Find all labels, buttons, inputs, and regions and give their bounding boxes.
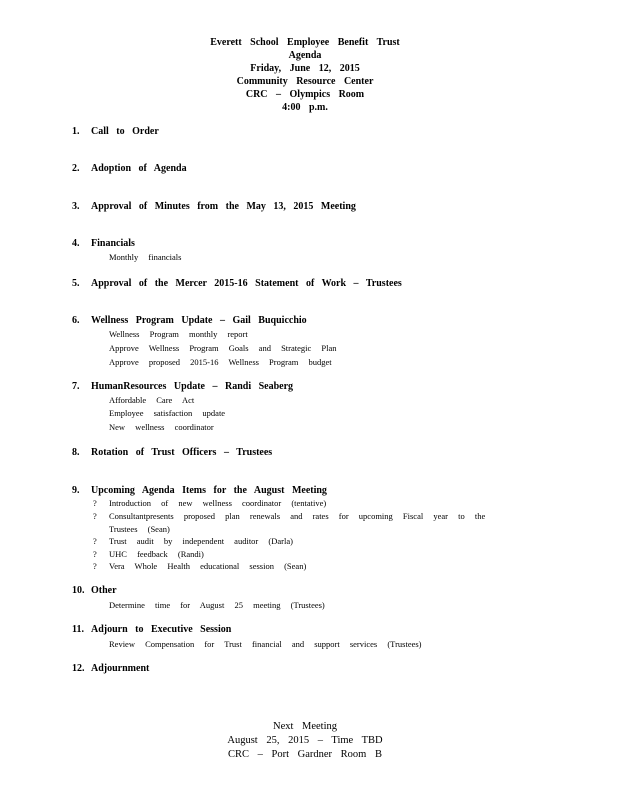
item-title: Adjourn to Executive Session <box>91 624 232 635</box>
sub-item: Approve Wellness Program Goals and Strategic Plan <box>109 343 337 353</box>
item-number: 4. <box>72 238 80 249</box>
agenda-item <box>72 381 293 392</box>
meeting-venue: Community Resource Center <box>236 76 374 87</box>
sub-item: Review Compensation for Trust financial and support services (Trustees) <box>109 639 422 649</box>
item-number: 2. <box>72 163 80 174</box>
document-header <box>0 36 610 114</box>
item-number: 11. <box>72 624 84 635</box>
item-number: 10. <box>72 585 85 596</box>
item-title: HumanResources Update – Randi Seaberg <box>91 381 294 392</box>
sub-item: Employee satisfaction update <box>109 408 226 418</box>
sub-item: Monthly financials <box>109 252 182 262</box>
item-title: Rotation of Trust Officers – Trustees <box>91 447 273 458</box>
sub-item: Wellness Program monthly report <box>109 329 248 339</box>
sub-item: Determine time for August 25 meeting (Trustees) <box>109 600 325 610</box>
sub-item: ? UHC feedback (Randi) <box>93 549 204 559</box>
next-meeting-label: Next Meeting <box>272 721 338 732</box>
agenda-item <box>72 585 117 596</box>
item-number: 5. <box>72 278 80 289</box>
next-meeting-footer <box>0 720 610 762</box>
question-bullet-icon: ? <box>93 549 97 559</box>
next-meeting-room: CRC – Port Gardner Room B <box>228 749 382 760</box>
agenda-title: Agenda <box>288 50 322 61</box>
item-number: 3. <box>72 201 80 212</box>
item-title: Adjournment <box>91 663 150 674</box>
item-number: 12. <box>72 663 85 674</box>
next-meeting-date: August 25, 2015 – Time TBD <box>227 735 383 746</box>
question-bullet-icon: ? <box>93 498 97 508</box>
agenda-item <box>72 624 231 635</box>
question-bullet-icon: ? <box>93 561 97 571</box>
agenda-item <box>72 126 159 137</box>
item-number: 6. <box>72 315 80 326</box>
agenda-item <box>72 447 272 458</box>
question-bullet-icon: ? <box>93 511 97 521</box>
sub-item: ? Consultantpresents proposed plan renewals and rates for upcoming Fiscal year to the <box>93 511 486 521</box>
agenda-item <box>72 278 402 289</box>
item-title: Wellness Program Update – Gail Buquicchio <box>91 315 307 326</box>
sub-item: New wellness coordinator <box>109 422 214 432</box>
sub-item: Approve proposed 2015-16 Wellness Program budget <box>109 357 332 367</box>
item-title: Approval of Minutes from the May 13, 2015 Meeting <box>91 201 356 212</box>
item-title: Adoption of Agenda <box>91 163 187 174</box>
agenda-item <box>72 201 356 212</box>
item-number: 1. <box>72 126 80 137</box>
agenda-item <box>72 663 149 674</box>
trust-name: Everett School Employee Benefit Trust <box>210 37 400 48</box>
item-title: Financials <box>91 238 135 249</box>
meeting-room: CRC – Olympics Room <box>245 89 365 100</box>
meeting-date: Friday, June 12, 2015 <box>250 63 360 74</box>
item-title: Other <box>91 585 117 596</box>
agenda-item <box>72 485 327 496</box>
sub-item: ? Trust audit by independent auditor (Darla) <box>93 536 293 546</box>
sub-item-continuation: Trustees (Sean) <box>109 524 170 534</box>
item-title: Approval of the Mercer 2015-16 Statement of Work – Trustees <box>91 278 402 289</box>
agenda-item <box>72 315 307 326</box>
item-title: Call to Order <box>91 126 159 137</box>
meeting-time: 4:00 p.m. <box>282 102 328 113</box>
sub-item: ? Introduction of new wellness coordinator (tentative) <box>93 498 327 508</box>
agenda-item <box>72 163 187 174</box>
question-bullet-icon: ? <box>93 536 97 546</box>
item-number: 7. <box>72 381 80 392</box>
item-number: 8. <box>72 447 80 458</box>
sub-item: ? Vera Whole Health educational session (Sean) <box>93 561 307 571</box>
sub-item: Affordable Care Act <box>109 395 195 405</box>
agenda-item <box>72 238 135 249</box>
item-title: Upcoming Agenda Items for the August Meeting <box>91 485 327 496</box>
item-number: 9. <box>72 485 80 496</box>
